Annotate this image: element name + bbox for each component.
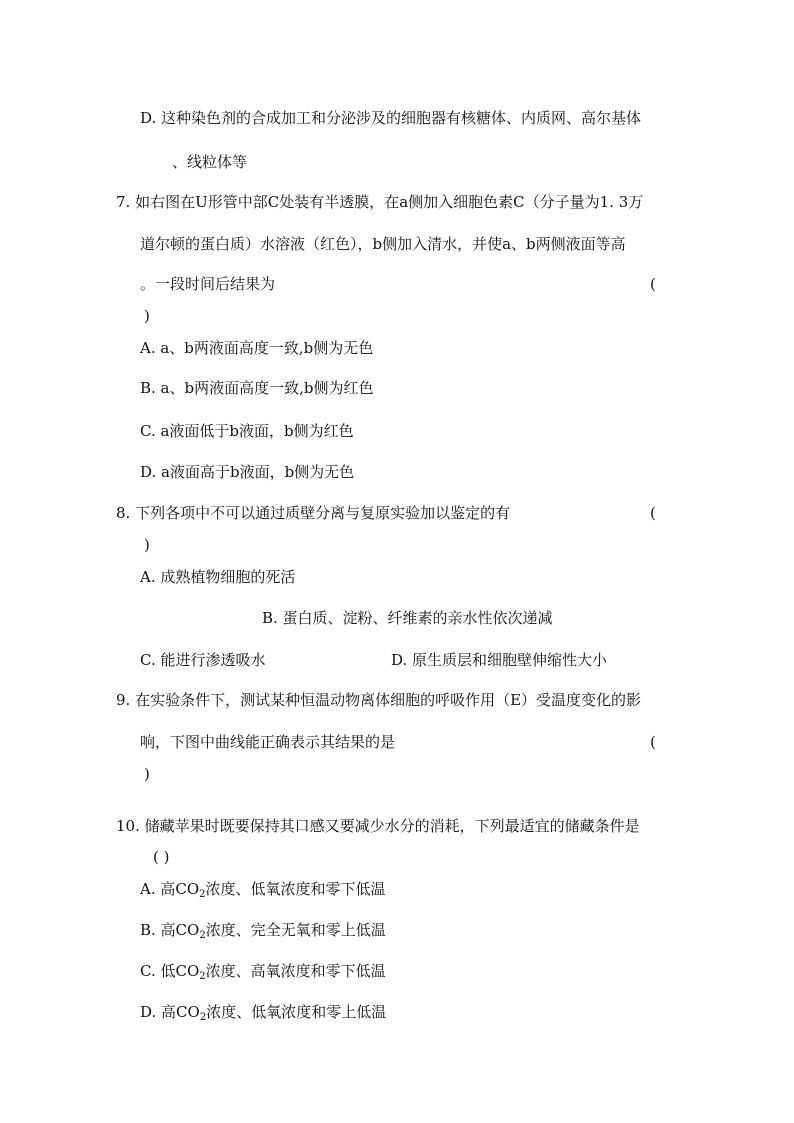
q9-stem-line1: 9. 在实验条件下，测试某种恒温动物离体细胞的呼吸作用（E）受温度变化的影 <box>116 691 642 709</box>
q10-option-d-subscript: 2 <box>199 1012 207 1023</box>
q9-stem-line2: 响，下图中曲线能正确表示其结果的是 <box>140 733 396 751</box>
q7-answer-paren-open: ( <box>650 275 656 293</box>
q9-answer-paren-open: ( <box>650 733 656 751</box>
q9-answer-paren-close: ) <box>144 765 150 783</box>
q10-option-b-label: B. 高CO <box>140 921 200 939</box>
q7-answer-paren-close: ) <box>144 307 150 325</box>
q7-stem-line2: 道尔顿的蛋白质）水溶液（红色），b侧加入清水，并使a、b两侧液面等高 <box>140 235 626 253</box>
q10-option-c-subscript: 2 <box>199 971 206 982</box>
q8-option-d: D. 原生质层和细胞壁伸缩性大小 <box>391 651 608 669</box>
q7-option-a: A. a、b两液面高度一致,b侧为无色 <box>140 339 374 357</box>
q10-answer-paren: ( ) <box>153 848 170 866</box>
q8-option-a: A. 成熟植物细胞的死活 <box>140 568 296 586</box>
q7-stem-line3: 。一段时间后结果为 <box>140 275 276 293</box>
q10-option-a <box>140 879 386 899</box>
q6-option-d-line1: D. 这种染色剂的合成加工和分泌涉及的细胞器有核糖体、内质网、高尔基体 <box>140 109 642 127</box>
q10-option-b-subscript: 2 <box>199 930 206 941</box>
q10-option-b-rest: 浓度、完全无氧和零上低温 <box>205 921 386 939</box>
q7-stem-line1: 7. 如右图在U形管中部C处装有半透膜，在a侧加入细胞色素C（分子量为1. 3万 <box>116 193 644 211</box>
q7-option-d: D. a液面高于b液面，b侧为无色 <box>140 463 355 481</box>
q8-option-b: B. 蛋白质、淀粉、纤维素的亲水性依次递减 <box>262 609 553 627</box>
q10-option-c-label: C. 低CO <box>140 962 200 980</box>
q7-option-c: C. a液面低于b液面，b侧为红色 <box>140 422 354 440</box>
q10-option-d-rest: 浓度、低氧浓度和零上低温 <box>206 1003 387 1021</box>
q10-option-c-rest: 浓度、高氧浓度和零下低温 <box>205 962 386 980</box>
q10-option-a-subscript: 2 <box>199 889 206 900</box>
q10-stem-line1: 10. 储藏苹果时既要保持其口感又要减少水分的消耗，下列最适宜的储藏条件是 <box>116 817 640 835</box>
q7-option-b: B. a、b两液面高度一致,b侧为红色 <box>140 379 374 397</box>
q8-option-c: C. 能进行渗透吸水 <box>140 651 266 669</box>
q10-option-c <box>140 961 386 981</box>
q8-answer-paren-close: ) <box>144 536 150 554</box>
q10-option-a-rest: 浓度、低氧浓度和零下低温 <box>205 880 386 898</box>
q8-stem-line1: 8. 下列各项中不可以通过质壁分离与复原实验加以鉴定的有 <box>116 504 511 522</box>
q10-option-a-label: A. 高CO <box>140 880 200 898</box>
q8-answer-paren-open: ( <box>650 504 656 522</box>
q6-option-d-line2: 、线粒体等 <box>172 153 248 171</box>
q10-option-d <box>140 1002 386 1022</box>
q10-option-b <box>140 920 386 940</box>
q10-option-d-label: D. 高CO <box>140 1003 200 1021</box>
